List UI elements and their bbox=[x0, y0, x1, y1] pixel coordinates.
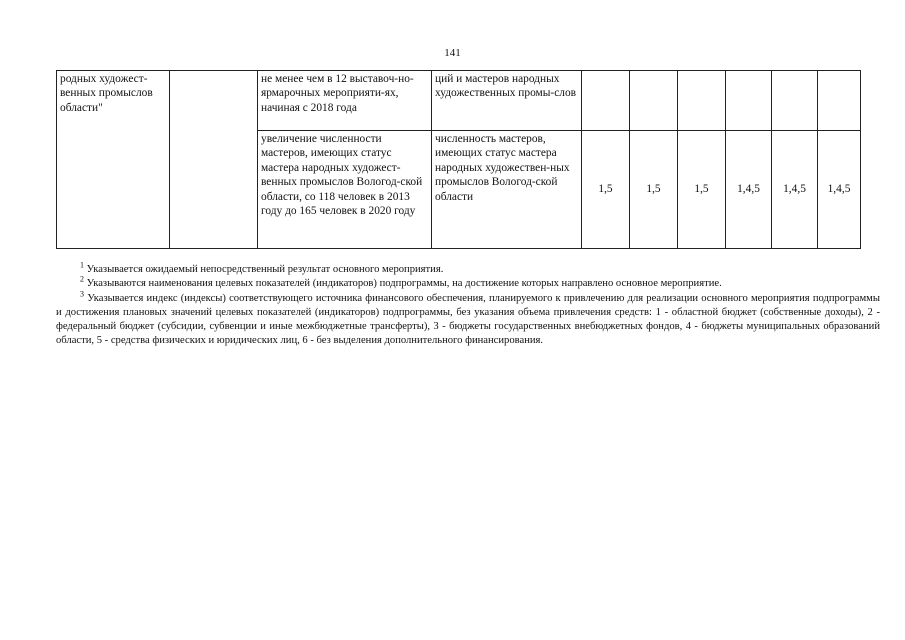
page-number: 141 bbox=[444, 47, 461, 59]
indicator-cell: численность мастеров, имеющих статус мастера народных художествен-ных промыслов Вологод-ской области bbox=[432, 131, 582, 249]
footnote-text: Указывается ожидаемый непосредственный результат основного мероприятия. bbox=[86, 264, 444, 275]
source-index-cell bbox=[630, 71, 678, 131]
source-index-cell bbox=[818, 71, 861, 131]
source-index-cell bbox=[726, 71, 772, 131]
source-index-cell: 1,4,5 bbox=[772, 131, 818, 249]
footnote bbox=[56, 260, 880, 277]
footnote-mark: 3 bbox=[80, 289, 84, 299]
footnotes bbox=[56, 260, 881, 349]
source-index-cell: 1,5 bbox=[630, 131, 678, 249]
source-index-cell: 1,4,5 bbox=[726, 131, 772, 249]
footnote-mark: 1 bbox=[80, 260, 84, 270]
expected-result-cell: увеличение численности мастеров, имеющих статус мастера народных художест-венных промыслов Вологод-ской области, со 118 человек в 2013 году до 165 человек в 2020 году bbox=[258, 131, 432, 249]
footnote-text: Указываются наименования целевых показателей (индикаторов) подпрограммы, на достижение которых направлено основное мероприятие. bbox=[86, 278, 722, 290]
footnote bbox=[56, 289, 881, 349]
executor-cell bbox=[170, 71, 258, 249]
event-name-cell: родных художест-венных промыслов области" bbox=[57, 71, 170, 249]
footnote bbox=[56, 274, 880, 291]
source-index-cell: 1,5 bbox=[582, 131, 630, 249]
table-row bbox=[57, 71, 861, 131]
footnote-mark: 2 bbox=[80, 274, 84, 284]
source-index-cell bbox=[772, 71, 818, 131]
indicators-table bbox=[56, 70, 861, 249]
expected-result-cell: не менее чем в 12 выставоч-но-ярмарочных мероприяти-ях, начиная с 2018 года bbox=[258, 71, 432, 131]
source-index-cell bbox=[582, 71, 630, 131]
source-index-cell: 1,5 bbox=[678, 131, 726, 249]
footnote-text: Указывается индекс (индексы) соответствующего источника финансового обеспечения, планируемого к привлечению для реализации основного мероприятия подпрограммы и достижения плановых значений целевых показателей (индикаторов) подпрограммы, без указания объема привлечения средств: 1 - областной бюджет (собственные доходы), 2 - федеральный бюджет (субсидии, субвенции и иные межбюджетные трансферты), 3 - бюджеты государственных внебюджетных фондов, 4 - бюджеты муниципальных образований области, 5 - средства физических и юридических лиц, 6 - без выделения дополнительного финансирования. bbox=[56, 292, 881, 347]
source-index-cell bbox=[678, 71, 726, 131]
source-index-cell: 1,4,5 bbox=[818, 131, 861, 249]
indicator-cell: ций и мастеров народных художественных промы-слов bbox=[432, 71, 582, 131]
